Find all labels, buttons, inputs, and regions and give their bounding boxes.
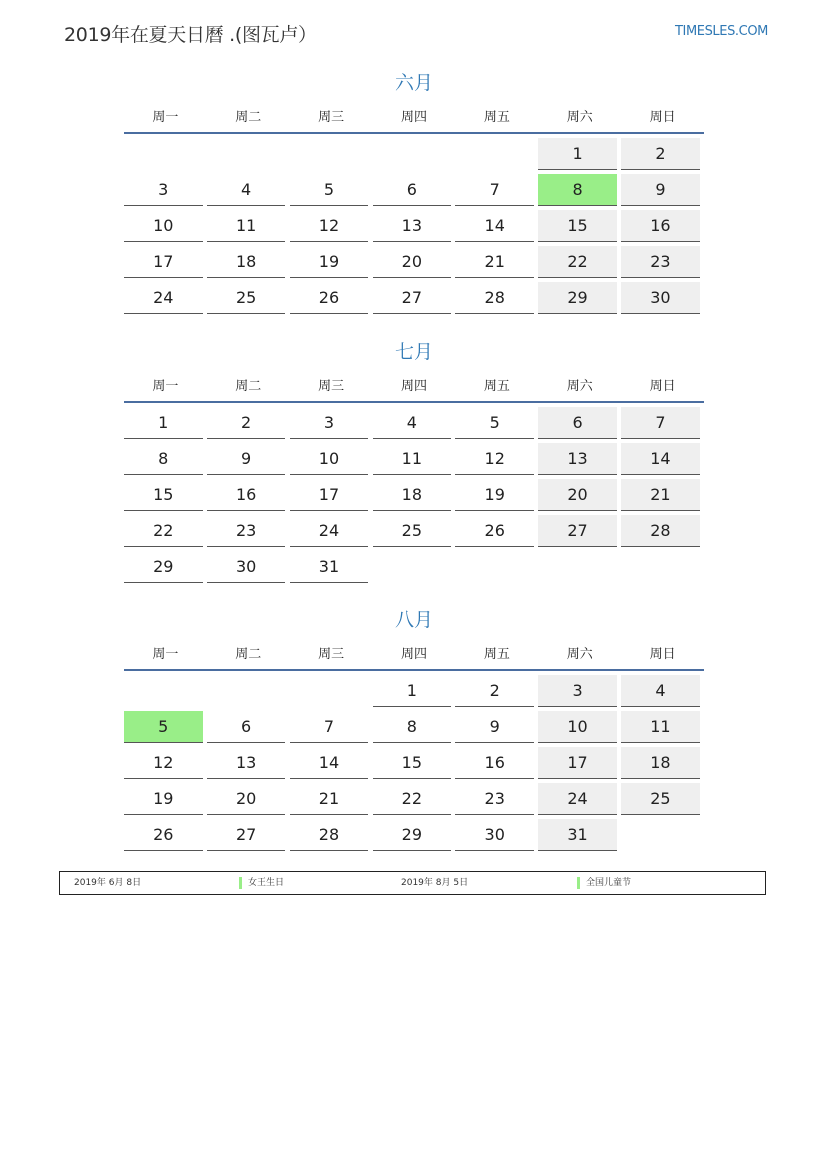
empty-cell (621, 551, 700, 583)
day-cell: 13 (207, 747, 286, 779)
empty-cell (455, 551, 534, 583)
empty-cell (290, 138, 369, 170)
day-cell: 25 (373, 515, 452, 547)
day-cell: 29 (538, 282, 617, 314)
empty-cell (373, 551, 452, 583)
day-cell: 6 (538, 407, 617, 439)
day-cell: 24 (290, 515, 369, 547)
day-cell: 3 (124, 174, 203, 206)
empty-cell (290, 675, 369, 707)
weekday-header (124, 367, 704, 403)
empty-cell (455, 138, 534, 170)
day-cell: 27 (373, 282, 452, 314)
day-cell: 25 (207, 282, 286, 314)
day-cell: 23 (207, 515, 286, 547)
day-cell: 23 (455, 783, 534, 815)
day-cell: 16 (455, 747, 534, 779)
holiday-cell: 5 (124, 711, 203, 743)
day-cell: 29 (124, 551, 203, 583)
month-title: 六月 (394, 72, 433, 94)
weekday-label: 周五 (483, 109, 510, 125)
day-cell: 25 (621, 783, 700, 815)
empty-cell (207, 138, 286, 170)
legend-marker (239, 877, 242, 889)
week-row (124, 675, 704, 711)
month-title: 七月 (394, 341, 433, 363)
empty-cell (621, 819, 700, 851)
day-cell: 4 (373, 407, 452, 439)
day-cell: 14 (455, 210, 534, 242)
holiday-legend (59, 871, 766, 895)
day-cell: 22 (373, 783, 452, 815)
day-cell: 13 (538, 443, 617, 475)
day-cell: 12 (124, 747, 203, 779)
day-cell: 12 (290, 210, 369, 242)
day-cell: 24 (538, 783, 617, 815)
weekday-label: 周四 (401, 646, 428, 662)
weekday-label: 周日 (649, 646, 676, 662)
day-cell: 23 (621, 246, 700, 278)
month-block (124, 68, 704, 318)
day-cell: 15 (538, 210, 617, 242)
day-cell: 31 (290, 551, 369, 583)
day-cell: 9 (621, 174, 700, 206)
week-row (124, 479, 704, 515)
holiday-cell: 8 (538, 174, 617, 206)
day-cell: 17 (124, 246, 203, 278)
day-cell: 28 (290, 819, 369, 851)
day-cell: 8 (373, 711, 452, 743)
day-cell: 3 (290, 407, 369, 439)
empty-cell (124, 675, 203, 707)
empty-cell (538, 551, 617, 583)
week-row (124, 551, 704, 587)
day-cell: 1 (538, 138, 617, 170)
day-cell: 10 (290, 443, 369, 475)
day-cell: 22 (124, 515, 203, 547)
day-cell: 24 (124, 282, 203, 314)
week-row (124, 515, 704, 551)
day-cell: 28 (621, 515, 700, 547)
weekday-label: 周一 (152, 646, 179, 662)
weekday-label: 周三 (318, 646, 345, 662)
weekday-label: 周二 (235, 378, 262, 394)
day-cell: 14 (621, 443, 700, 475)
day-cell: 7 (455, 174, 534, 206)
day-cell: 9 (207, 443, 286, 475)
day-cell: 15 (373, 747, 452, 779)
day-cell: 28 (455, 282, 534, 314)
day-cell: 2 (207, 407, 286, 439)
weekday-label: 周一 (152, 109, 179, 125)
day-cell: 16 (207, 479, 286, 511)
weekday-label: 周日 (649, 109, 676, 125)
week-row (124, 711, 704, 747)
day-cell: 3 (538, 675, 617, 707)
day-cell: 26 (124, 819, 203, 851)
day-cell: 22 (538, 246, 617, 278)
day-cell: 18 (373, 479, 452, 511)
week-row (124, 783, 704, 819)
day-grid (124, 675, 704, 855)
day-cell: 27 (538, 515, 617, 547)
weekday-label: 周三 (318, 378, 345, 394)
weekday-label: 周五 (483, 646, 510, 662)
day-cell: 2 (455, 675, 534, 707)
day-cell: 6 (373, 174, 452, 206)
day-cell: 10 (538, 711, 617, 743)
week-row (124, 819, 704, 855)
day-cell: 14 (290, 747, 369, 779)
day-cell: 21 (290, 783, 369, 815)
day-cell: 1 (124, 407, 203, 439)
weekday-label: 周四 (401, 378, 428, 394)
legend-marker (577, 877, 580, 889)
day-cell: 5 (290, 174, 369, 206)
week-row (124, 443, 704, 479)
day-cell: 19 (455, 479, 534, 511)
day-cell: 17 (290, 479, 369, 511)
legend-date: 2019年 6月 8日 (74, 878, 142, 888)
weekday-label: 周六 (566, 378, 593, 394)
day-cell: 11 (207, 210, 286, 242)
day-grid (124, 138, 704, 318)
weekday-label: 周日 (649, 378, 676, 394)
day-cell: 11 (621, 711, 700, 743)
day-cell: 27 (207, 819, 286, 851)
day-grid (124, 407, 704, 587)
day-cell: 18 (621, 747, 700, 779)
day-cell: 30 (207, 551, 286, 583)
day-cell: 20 (207, 783, 286, 815)
weekday-label: 周五 (483, 378, 510, 394)
day-cell: 15 (124, 479, 203, 511)
day-cell: 26 (290, 282, 369, 314)
legend-date: 2019年 8月 5日 (401, 878, 469, 888)
week-row (124, 246, 704, 282)
day-cell: 26 (455, 515, 534, 547)
empty-cell (124, 138, 203, 170)
week-row (124, 282, 704, 318)
day-cell: 12 (455, 443, 534, 475)
week-row (124, 747, 704, 783)
weekday-label: 周二 (235, 109, 262, 125)
day-cell: 21 (455, 246, 534, 278)
day-cell: 10 (124, 210, 203, 242)
weekday-label: 周三 (318, 109, 345, 125)
weekday-header (124, 98, 704, 134)
day-cell: 20 (538, 479, 617, 511)
day-cell: 30 (621, 282, 700, 314)
day-cell: 8 (124, 443, 203, 475)
day-cell: 29 (373, 819, 452, 851)
day-cell: 11 (373, 443, 452, 475)
day-cell: 9 (455, 711, 534, 743)
weekday-label: 周六 (566, 646, 593, 662)
day-cell: 31 (538, 819, 617, 851)
day-cell: 4 (207, 174, 286, 206)
site-link[interactable]: TIMESLES.COM (674, 24, 768, 39)
day-cell: 7 (290, 711, 369, 743)
day-cell: 18 (207, 246, 286, 278)
day-cell: 21 (621, 479, 700, 511)
day-cell: 16 (621, 210, 700, 242)
day-cell: 20 (373, 246, 452, 278)
day-cell: 2 (621, 138, 700, 170)
day-cell: 13 (373, 210, 452, 242)
day-cell: 17 (538, 747, 617, 779)
weekday-header (124, 635, 704, 671)
legend-holiday-name: 女王生日 (248, 878, 285, 888)
weekday-label: 周一 (152, 378, 179, 394)
day-cell: 7 (621, 407, 700, 439)
weekday-label: 周二 (235, 646, 262, 662)
week-row (124, 407, 704, 443)
day-cell: 5 (455, 407, 534, 439)
legend-holiday-name: 全国儿童节 (586, 878, 632, 888)
week-row (124, 174, 704, 210)
day-cell: 4 (621, 675, 700, 707)
month-title: 八月 (394, 609, 433, 631)
page-title: 2019年在夏天日曆 .(图瓦卢） (64, 24, 317, 46)
week-row (124, 210, 704, 246)
empty-cell (207, 675, 286, 707)
month-block (124, 605, 704, 855)
month-block (124, 337, 704, 587)
day-cell: 6 (207, 711, 286, 743)
day-cell: 19 (290, 246, 369, 278)
day-cell: 1 (373, 675, 452, 707)
empty-cell (373, 138, 452, 170)
day-cell: 30 (455, 819, 534, 851)
day-cell: 19 (124, 783, 203, 815)
week-row (124, 138, 704, 174)
weekday-label: 周六 (566, 109, 593, 125)
weekday-label: 周四 (401, 109, 428, 125)
